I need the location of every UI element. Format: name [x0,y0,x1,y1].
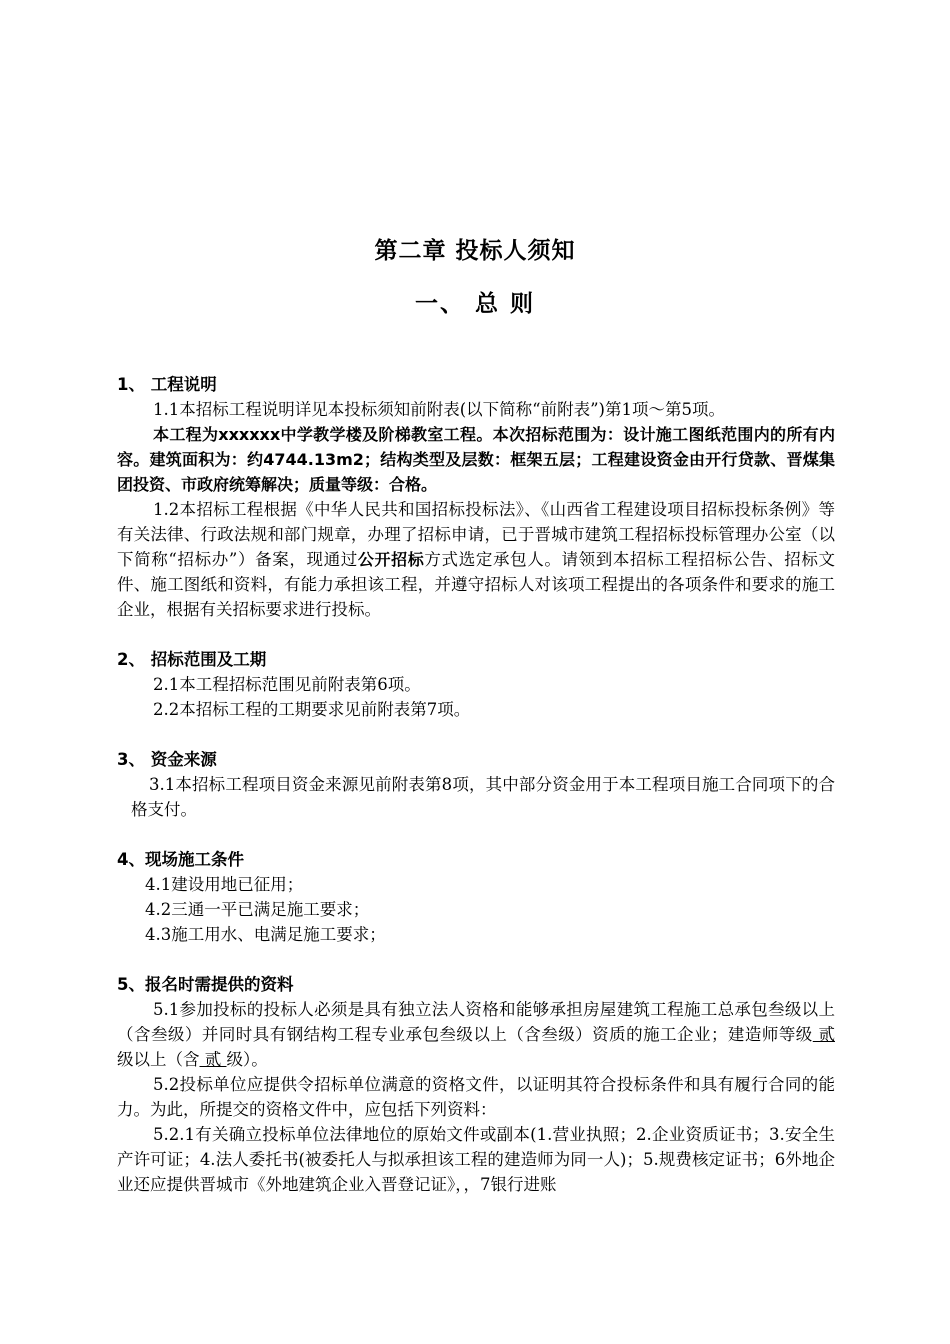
architect-grade-value-2: 贰 [199,1050,227,1069]
heading-3: 3、 资金来源 [117,750,217,769]
heading-2: 2、 招标范围及工期 [117,650,267,669]
heading-1: 1、 工程说明 [117,375,217,394]
paragraph-project-summary: 本工程为xxxxxx中学教学楼及阶梯教室工程。本次招标范围为：设计施工图纸范围内的所有内容。建筑面积为：约4744.13m2；结构类型及层数：框架五层；工程建设资金由开行贷款、晋煤集团投资、市政府统筹解决；质量等级：合格。 [117,425,835,494]
paragraph-5-1-part-e: 级）。 [226,1050,268,1069]
open-tender-emphasis: 公开招标 [357,550,425,569]
paragraph-3-1: 3.1本招标工程项目资金来源见前附表第8项，其中部分资金用于本工程项目施工合同项下的合格支付。 [131,775,835,819]
heading-5: 5、报名时需提供的资料 [117,975,294,994]
paragraph-1-2 [117,497,835,622]
paragraph-5-1 [117,997,835,1072]
document-body [117,372,835,1197]
architect-grade-value: 贰 [812,1025,835,1044]
paragraph-1-2-part-c: 方式选定承包人。请领到本招标工程招标公告、招标文件、施工图纸和资料，有能力承担该工程，并遵守招标人对该项工程提出的各项条件和要求的施工企业，根据有关招标要求进行投标。 [117,550,835,619]
paragraph-4-2: 4.2三通一平已满足施工要求； [145,900,370,919]
paragraph-1-2-part-a: 1.2本招标工程根据《中华人民共和国招标投标法》、《山西省工程建设项目招标投标条例》等有关法律、行政法规和部门规章，办理了招标申请，已于晋城市建筑工程招标投标管理办公室（以下简称“招标办”）备案，现通过 [117,500,835,569]
paragraph-4-1: 4.1建设用地已征用； [145,875,304,894]
paragraph-1-1: 1.1本招标工程说明详见本投标须知前附表(以下简称“前附表”)第1项～第5项。 [153,400,725,419]
paragraph-2-1: 2.1本工程招标范围见前附表第6项。 [153,675,421,694]
paragraph-5-2-1: 5.2.1有关确立投标单位法律地位的原始文件或副本(1.营业执照；2.企业资质证书；3.安全生产许可证；4.法人委托书(被委托人与拟承担该工程的建造师为同一人)；5.规费核定证书；6外地企业还应提供晋城市《外地建筑企业入晋登记证》，，7银行进账 [117,1125,835,1194]
paragraph-4-3: 4.3施工用水、电满足施工要求； [145,925,386,944]
paragraph-2-2: 2.2本招标工程的工期要求见前附表第7项。 [153,700,471,719]
paragraph-5-1-part-c: 级以上（含 [117,1050,200,1069]
paragraph-5-1-part-a: 5.1参加投标的投标人必须是具有独立法人资格和能够承担房屋建筑工程施工总承包叁级以上（含叁级）并同时具有钢结构工程专业承包叁级以上（含叁级）资质的施工企业；建造师等级 [117,1000,835,1044]
section-title: 一、 总 则 [414,291,535,317]
chapter-title: 第二章 投标人须知 [374,238,576,264]
heading-4: 4、现场施工条件 [117,850,244,869]
paragraph-5-2: 5.2投标单位应提供令招标单位满意的资格文件，以证明其符合投标条件和具有履行合同的能力。为此，所提交的资格文件中，应包括下列资料： [117,1075,835,1119]
